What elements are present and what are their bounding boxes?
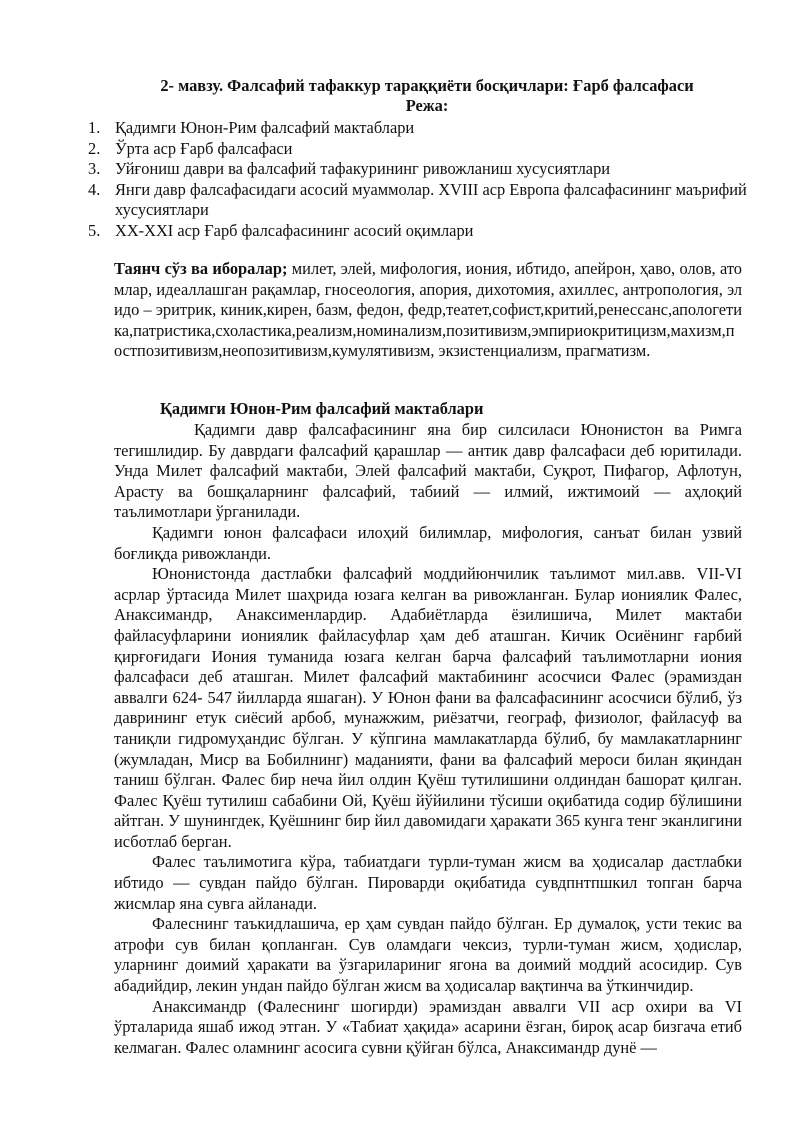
body-paragraph: Фалес таълимотига кўра, табиатдаги турли-туман жисм ва ҳодисалар дастлабки ибтидо — сувдан пайдо бўлган. Пироварди оқибатида сувдпнтпшкил топган барча жисмлар яна сувга айланади. <box>114 852 742 913</box>
plan-item-text: Уйғониш даври ва фалсафий тафакурининг ривожланиш хусусиятлари <box>115 159 611 179</box>
keywords-paragraph <box>114 259 742 362</box>
plan-item-text: XX-XXI аср Ғарб фалсафасининг асосий оқимлари <box>115 220 474 240</box>
keywords-text: милет, элей, мифология, иония, ибтидо, апейрон, ҳаво, олов, атомлар, идеаллашган рақамлар, гносеология, апория, дихотомия, ахиллес, антропология, элидо – эритрик, киник,кирен, базм, федон, федр,театет,софист,критий,ренессанс,апологетика,патристика,схоластика,реализм,номинализм,позитивизм,эмпириокритицизм,махизм,постпозитивизм,неопозитивизм,кумулятивизм, экзистенциализм, прагматизм. <box>114 259 742 361</box>
section-heading: Қадимги Юнон-Рим фалсафий мактаблари <box>160 399 484 418</box>
body-paragraph: Юнонистонда дастлабки фалсафий моддийюнчилик таълимот мил.авв. VII-VI асрлар ўртасида Милет шаҳрида юзага келган ва ривожланган. Булар иониялик Фалес, Анаксимандр, Анаксименлардир. Адабиётларда ёзилишича, Милет мактаби файласуфларини иониялик файласуфлар ҳам деб аташган. Кичик Осиёнинг ғарбий қирғоғидаги Иония туманида юзага келган барча фалсафий таълимотларни иония фалсафаси деб аташган. Милет фалсафий мактабининг асосчиси Фалес (эрамиздан аввалги 624- 547 йилларда яшаган). У Юнон фани ва фалсафасининг асосчиси бўлиб, ўз даврининг етук сиёсий арбоб, мунажжим, риёзатчи, географ, физиолог, файласуф ва таниқли гидромуҳандис бўлган. У кўпгина мамлакатларда бўлиб, бу мамлакатларнинг (жумладан, Миср ва Бобилнинг) маданияти, фани ва фалсафий мероси билан яқиндан таниш бўлган. Фалес бир неча йил олдин Қуёш тутилишини олдиндан башорат қилган. Фалес Қуёш тутилиш сабабини Ой, Қуёш йўйилини тўсиши оқибатида содир бўлишини айтган. У шунингдек, Қуёшнинг бир йил давомидаги ҳаракати 365 кунга тенг эканлигини исботлаб берган. <box>114 564 742 851</box>
keywords-label: Таянч сўз ва иборалар; <box>114 259 288 278</box>
plan-item-number: 1. <box>88 118 101 137</box>
plan-item-number: 2. <box>88 138 101 158</box>
body-paragraph: Анаксимандр (Фалеснинг шогирди) эрамиздан аввалги VII аср охири ва VI ўрталарида яшаб ижод этган. У «Табиат ҳақида» асарини ёзган, бироқ асар бизгача етиб келмаган. Фалес оламнинг асосига сувни қўйган бўлса, Анаксимандр дунё — <box>114 996 742 1057</box>
plan-item-text: Янги давр фалсафасидаги асосий муаммолар. XVIII аср Европа фалсафасининг маърифий хусусиятлари <box>115 179 747 220</box>
plan-item <box>88 118 748 139</box>
plan-item-text: Ўрта аср Ғарб фалсафаси <box>115 138 293 158</box>
body-paragraph: Фалеснинг таъкидлашича, ер ҳам сувдан пайдо бўлган. Ер думалоқ, усти текис ва атрофи сув билан қопланган. Сув оламдаги чексиз, турли-туман жисм, ҳодислар, уларнинг доимий ҳаракати ва ўзгарилариниг ягона ва доимий моддий асосидир. Сув абадийдир, лекин ундан пайдо бўлган жисм ва ҳодисалар вақтинча ва ўткинчидир. <box>114 914 742 996</box>
plan-list <box>88 118 748 242</box>
body-paragraph: Қадимги давр фалсафасининг яна бир силсиласи Юнонистон ва Римга тегишлидир. Бу даврдаги фалсафий қарашлар — антик давр фалсафаси деб юритилади. Унда Милет фалсафий мактаби, Элей фалсафий мактаби, Суқрот, Пифагор, Афлотун, Арасту ва бошқаларнинг фалсафий, табиий — илмий, ижтимоий — аҳлоқий таълимотлари ўрганилади. <box>114 420 742 522</box>
body-text <box>114 420 742 1058</box>
plan-item-number: 3. <box>88 159 101 179</box>
plan-item-text: Қадимги Юнон-Рим фалсафий мактаблари <box>115 118 415 137</box>
plan-item-number: 5. <box>88 220 101 240</box>
plan-item <box>88 139 748 160</box>
plan-item <box>88 221 748 242</box>
body-paragraph: Қадимги юнон фалсафаси илоҳий билимлар, мифология, санъат билан узвий боғлиқда ривожланди. <box>114 522 742 563</box>
document-title-block <box>112 76 742 116</box>
document-title: 2- мавзу. Фалсафий тафаккур тараққиёти босқичлари: Ғарб фалсафаси <box>160 76 694 95</box>
plan-heading: Режа: <box>405 96 449 115</box>
plan-item-number: 4. <box>88 179 101 199</box>
plan-item <box>88 159 748 180</box>
plan-item <box>88 180 748 221</box>
